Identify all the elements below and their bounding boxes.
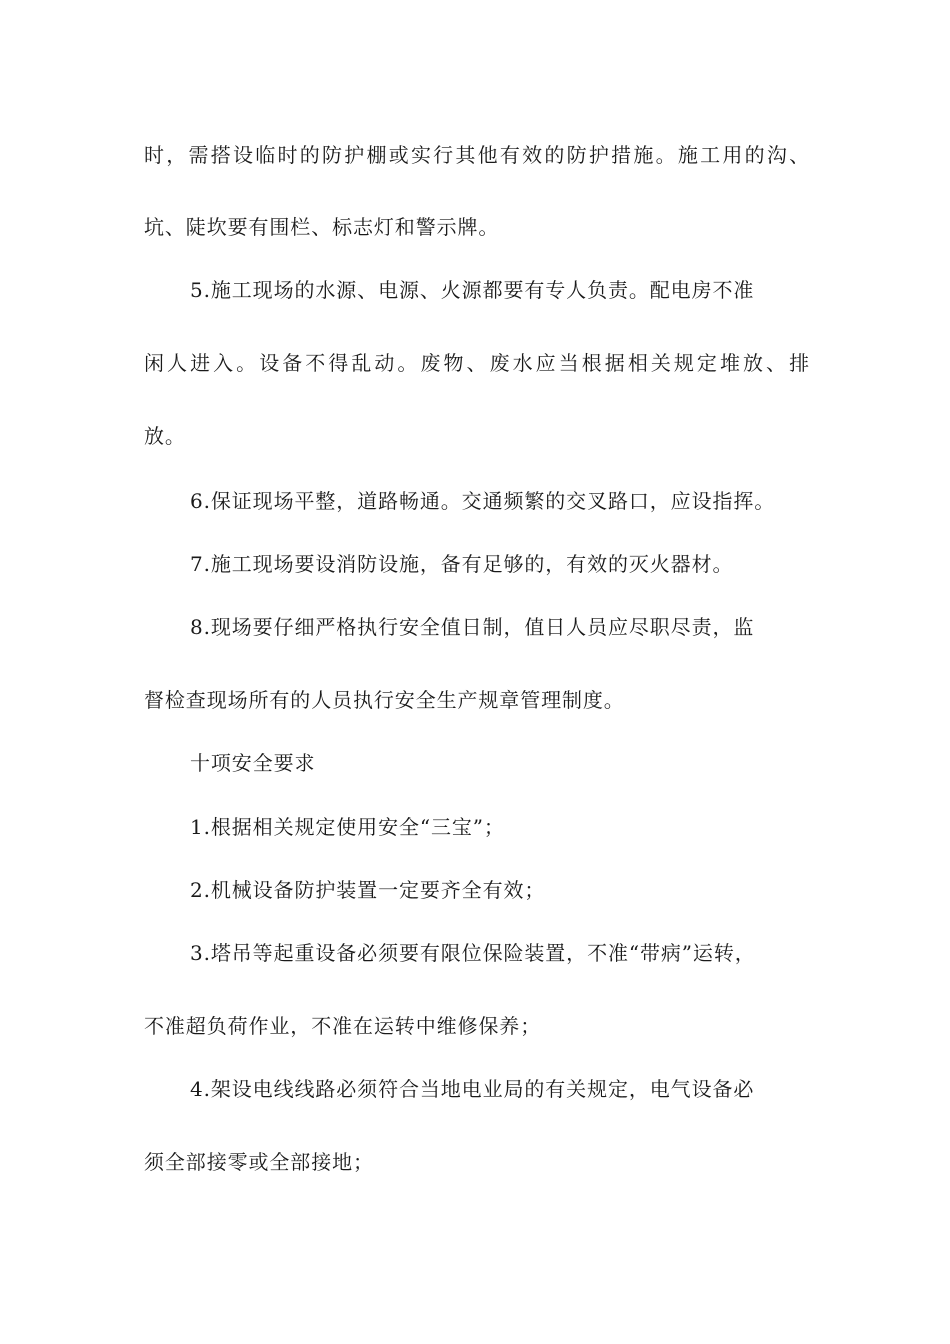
text-line-6: 6.保证现场平整，道路畅通。交通频繁的交叉路口，应设指挥。	[190, 489, 776, 513]
text-line-4: 闲人进入。设备不得乱动。废物、废水应当根据相关规定堆放、排	[144, 351, 810, 375]
section-heading: 十项安全要求	[190, 751, 316, 775]
text-line-9: 督检查现场所有的人员执行安全生产规章管理制度。	[144, 688, 625, 712]
text-line-16: 须全部接零或全部接地；	[144, 1150, 374, 1174]
text-line-8: 8.现场要仔细严格执行安全值日制，值日人员应尽职尽责，监	[190, 615, 755, 639]
text-line-12: 2.机械设备防护装置一定要齐全有效；	[190, 878, 546, 902]
text-line-5: 放。	[144, 424, 186, 448]
text-line-14: 不准超负荷作业，不准在运转中维修保养；	[144, 1014, 542, 1038]
text-line-1: 时，需搭设临时的防护棚或实行其他有效的防护措施。施工用的沟、	[144, 143, 810, 167]
text-line-11: 1.根据相关规定使用安全“三宝”；	[190, 815, 505, 839]
text-line-7: 7.施工现场要设消防设施，备有足够的，有效的灭火器材。	[190, 552, 734, 576]
text-line-15: 4.架设电线线路必须符合当地电业局的有关规定，电气设备必	[190, 1077, 755, 1101]
text-line-3: 5.施工现场的水源、电源、火源都要有专人负责。配电房不准	[190, 278, 755, 302]
text-line-13: 3.塔吊等起重设备必须要有限位保险装置，不准“带病”运转，	[190, 941, 756, 965]
text-line-2: 坑、陡坎要有围栏、标志灯和警示牌。	[144, 215, 500, 239]
